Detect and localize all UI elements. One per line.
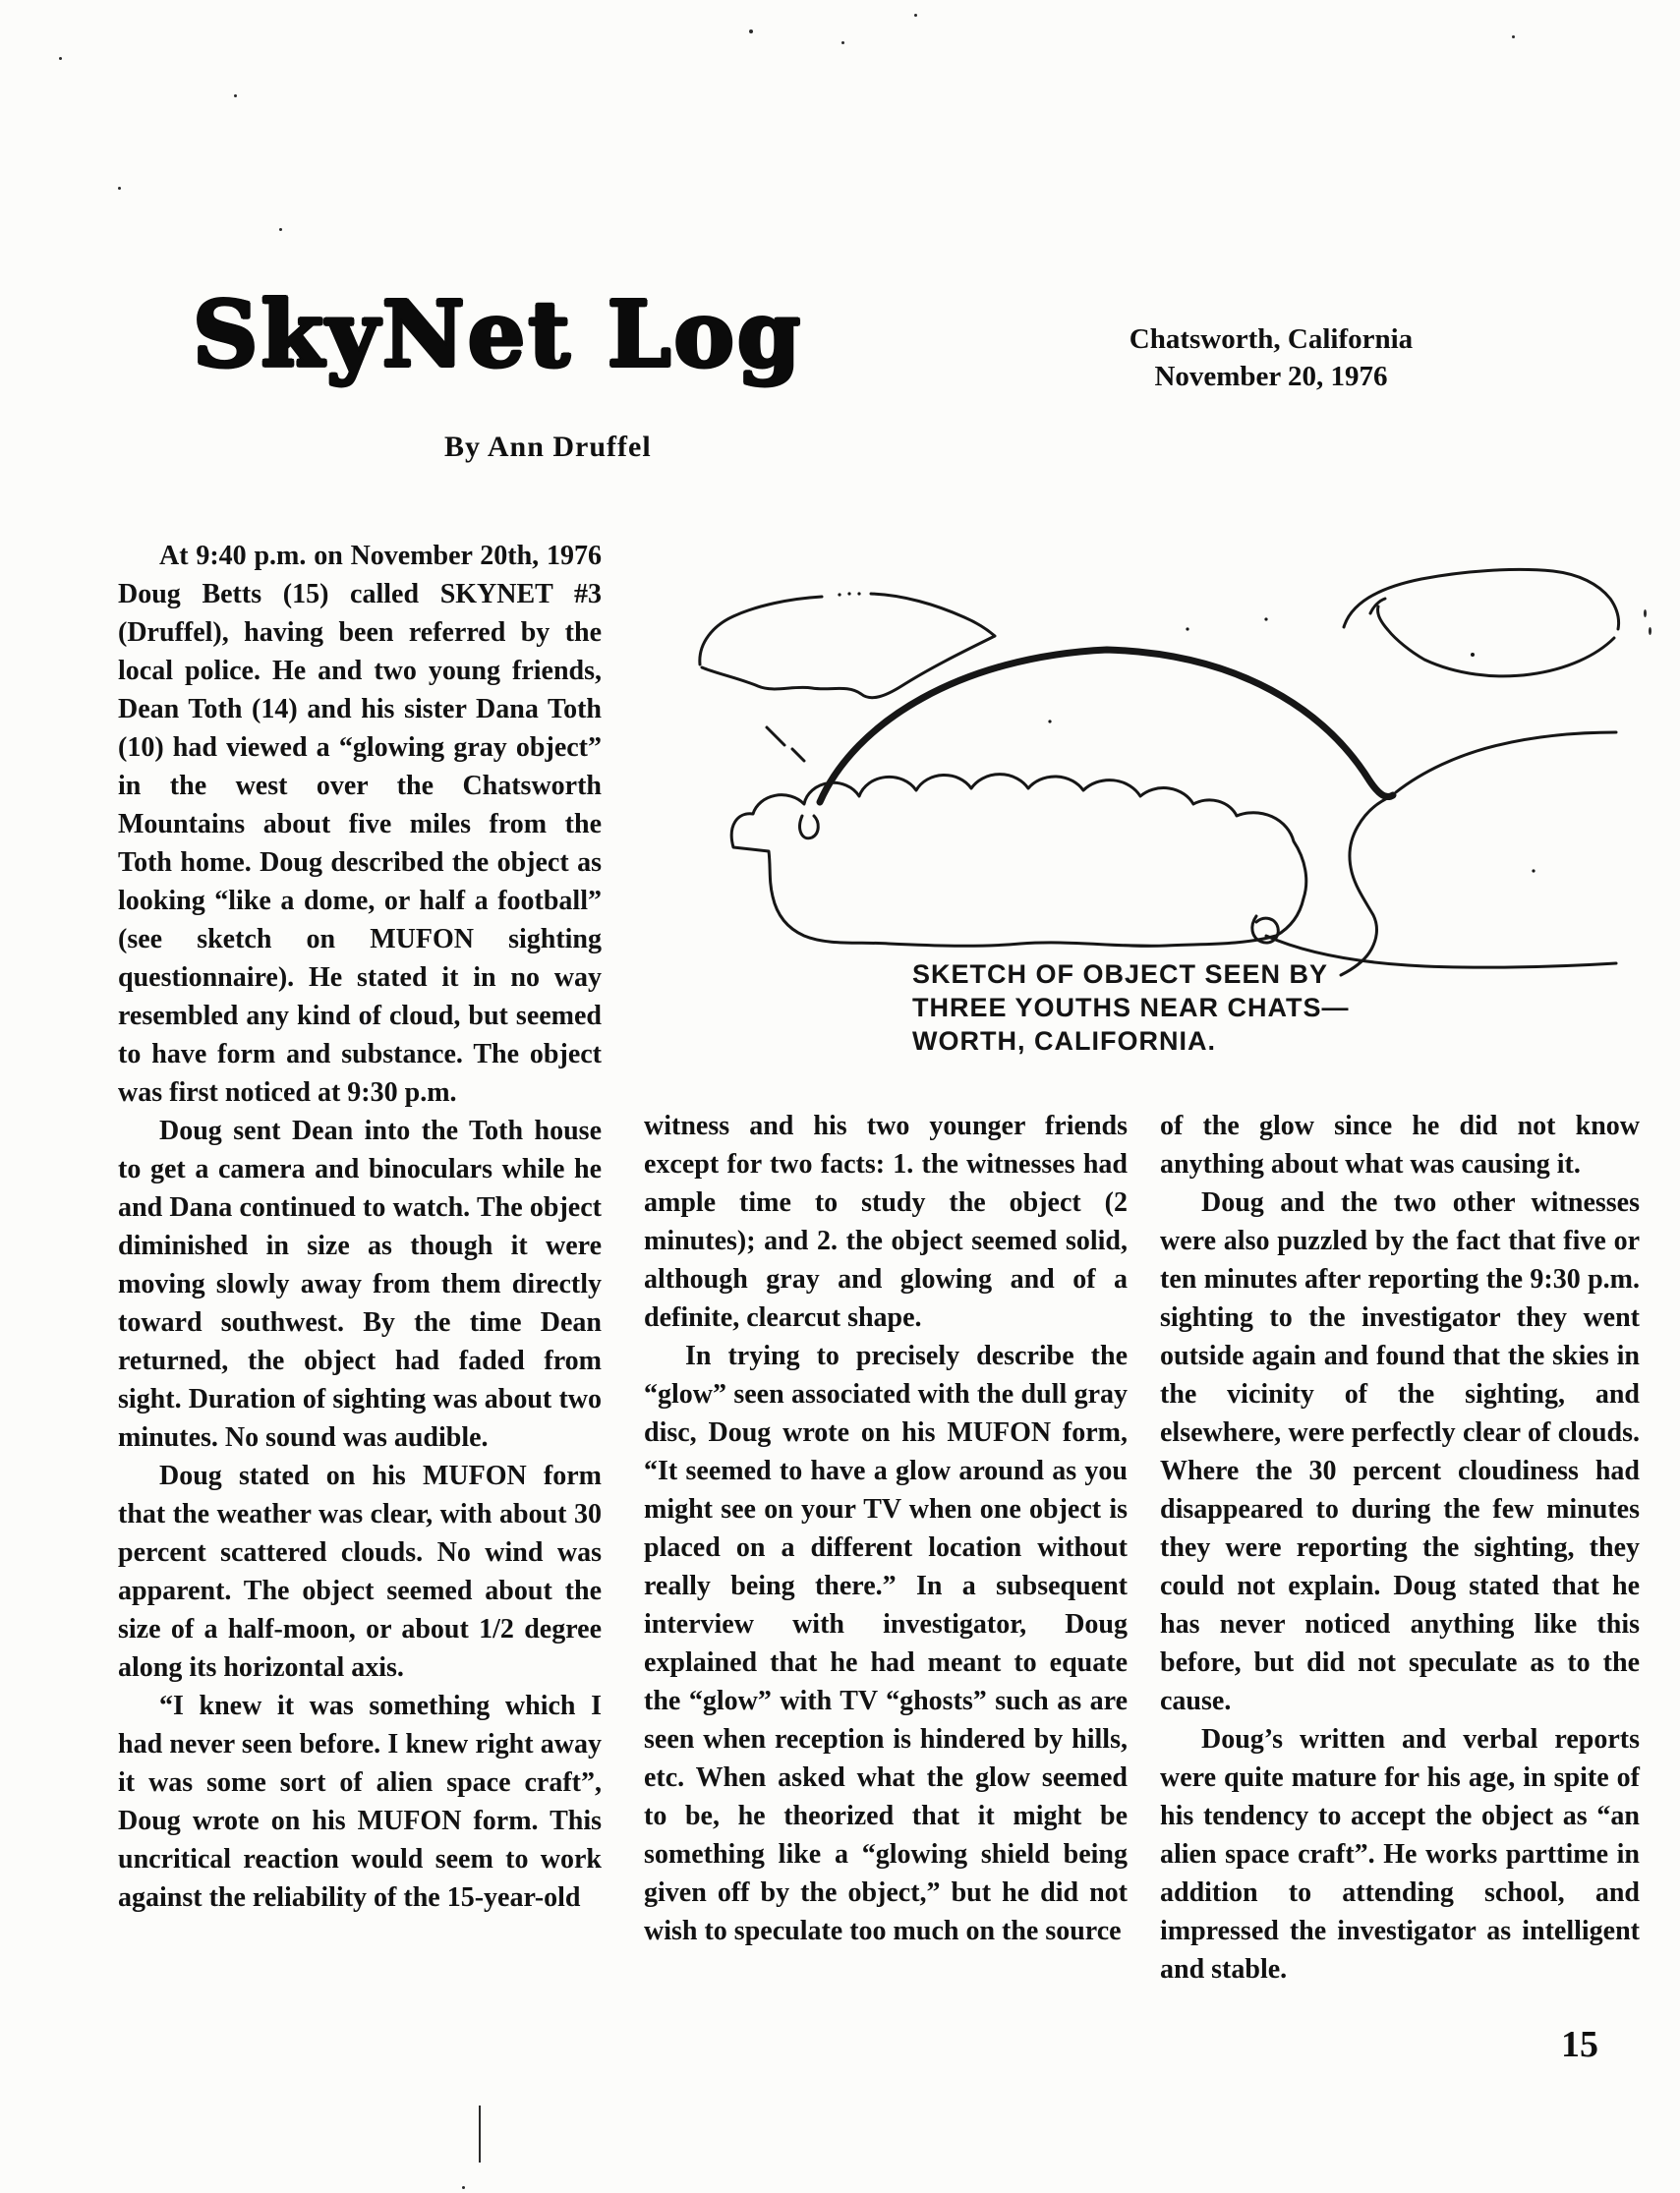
scan-speck	[234, 94, 237, 97]
scan-speck	[462, 2186, 465, 2189]
sketch-caption-line: WORTH, CALIFORNIA.	[912, 1026, 1216, 1056]
scan-speck	[841, 41, 844, 44]
scan-mark	[479, 2106, 481, 2163]
scan-speck	[1649, 627, 1651, 635]
article-paragraph: Doug stated on his MUFON form that the weather was clear, with about 30 percent scattered clouds. No wind was apparent. The object seemed about the size of a half-moon, or about 1/2 degree along its horizontal axis.	[118, 1461, 602, 1683]
scan-speck	[749, 29, 753, 33]
dateline	[1109, 320, 1433, 395]
scan-speck	[118, 187, 121, 190]
page-title: SkyNet Log	[193, 281, 804, 387]
article-column-middle	[644, 1107, 1128, 1950]
page-number: 15	[1561, 2024, 1598, 2065]
article-column-left	[118, 537, 602, 1917]
sketch-caption	[912, 957, 1350, 1058]
scan-speck	[1644, 609, 1647, 617]
scan-speck	[279, 228, 282, 231]
sketch-caption-line: SKETCH OF OBJECT SEEN BY	[912, 959, 1329, 989]
article-column-right	[1160, 1107, 1640, 1989]
article-paragraph: At 9:40 p.m. on November 20th, 1976 Doug Betts (15) called SKYNET #3 (Druffel), having been referred by the local police. He and two young friends, Dean Toth (14) and his sister Dana Toth (10) had viewed a “glowing gray object” in the west over the Chatsworth Mountains about five miles from the Toth home. Doug described the object as looking “like a dome, or half a football” (see sketch on MUFON sighting questionnaire). He stated it in no way resembled any kind of cloud, but seemed to have form and substance. The object was first noticed at 9:30 p.m.	[118, 541, 602, 1108]
dateline-date: November 20, 1976	[1154, 361, 1388, 392]
scan-speck	[59, 57, 62, 60]
cloud-top-right-sketch	[1344, 569, 1619, 675]
article-paragraph: Doug sent Dean into the Toth house to get a camera and binoculars while he and Dana continued to watch. The object diminished in size as though it were moving slowly away from them directly toward southwest. By the time Dean returned, the object had faded from sight. Duration of sighting was about two minutes. No sound was audible.	[118, 1116, 602, 1453]
article-paragraph: “I knew it was something which I had never seen before. I knew right away it was some sort of alien space craft”, Doug wrote on his MUFON form. This uncritical reaction would seem to work against the reliability of the 15-year-old	[118, 1691, 602, 1913]
sketch-caption-line: THREE YOUTHS NEAR CHATS—	[912, 993, 1350, 1022]
article-paragraph: of the glow since he did not know anything about what was causing it.	[1160, 1111, 1640, 1180]
scan-speck	[1512, 35, 1515, 38]
article-paragraph: witness and his two younger friends except for two facts: 1. the witnesses had ample time to study the object (2 minutes); and 2. the object seemed solid, although gray and glowing and of a definite, clearcut shape.	[644, 1111, 1128, 1333]
dateline-location: Chatsworth, California	[1129, 323, 1414, 355]
ufo-sketch-figure	[637, 539, 1630, 1104]
scan-speck	[914, 14, 917, 17]
cloud-bottom-right-sketch	[1252, 732, 1616, 975]
article-paragraph: Doug’s written and verbal reports were quite mature for his age, in spite of his tendency to accept the object as “an alien space craft”. He works parttime in addition to attending school, and impressed the investigator as intelligent and stable.	[1160, 1724, 1640, 1985]
article-paragraph: Doug and the two other witnesses were also puzzled by the fact that five or ten minutes after reporting the 9:30 p.m. sighting to the investigator they went outside again and found that the skies in the vicinity of the sighting, and elsewhere, were perfectly clear of clouds. Where the 30 percent cloudiness had disappeared to during the few minutes they were reporting the sighting, they could not explain. Doug stated that he has never noticed anything like this before, but did not speculate as to the cause.	[1160, 1187, 1640, 1716]
article-paragraph: In trying to precisely describe the “glow” seen associated with the dull gray disc, Doug wrote on his MUFON form, “It seemed to have a glow around as you might see on your TV when one object is placed on a different location without really being there.” In a subsequent interview with investigator, Doug explained that he had meant to equate the “glow” with TV “ghosts” such as are seen when reception is hindered by hills, etc. When asked what the glow seemed to be, he theorized that it might be something like a “glowing shield being given off by the object,” but he did not wish to speculate too much on the source	[644, 1341, 1128, 1946]
byline: By Ann Druffel	[444, 431, 652, 463]
